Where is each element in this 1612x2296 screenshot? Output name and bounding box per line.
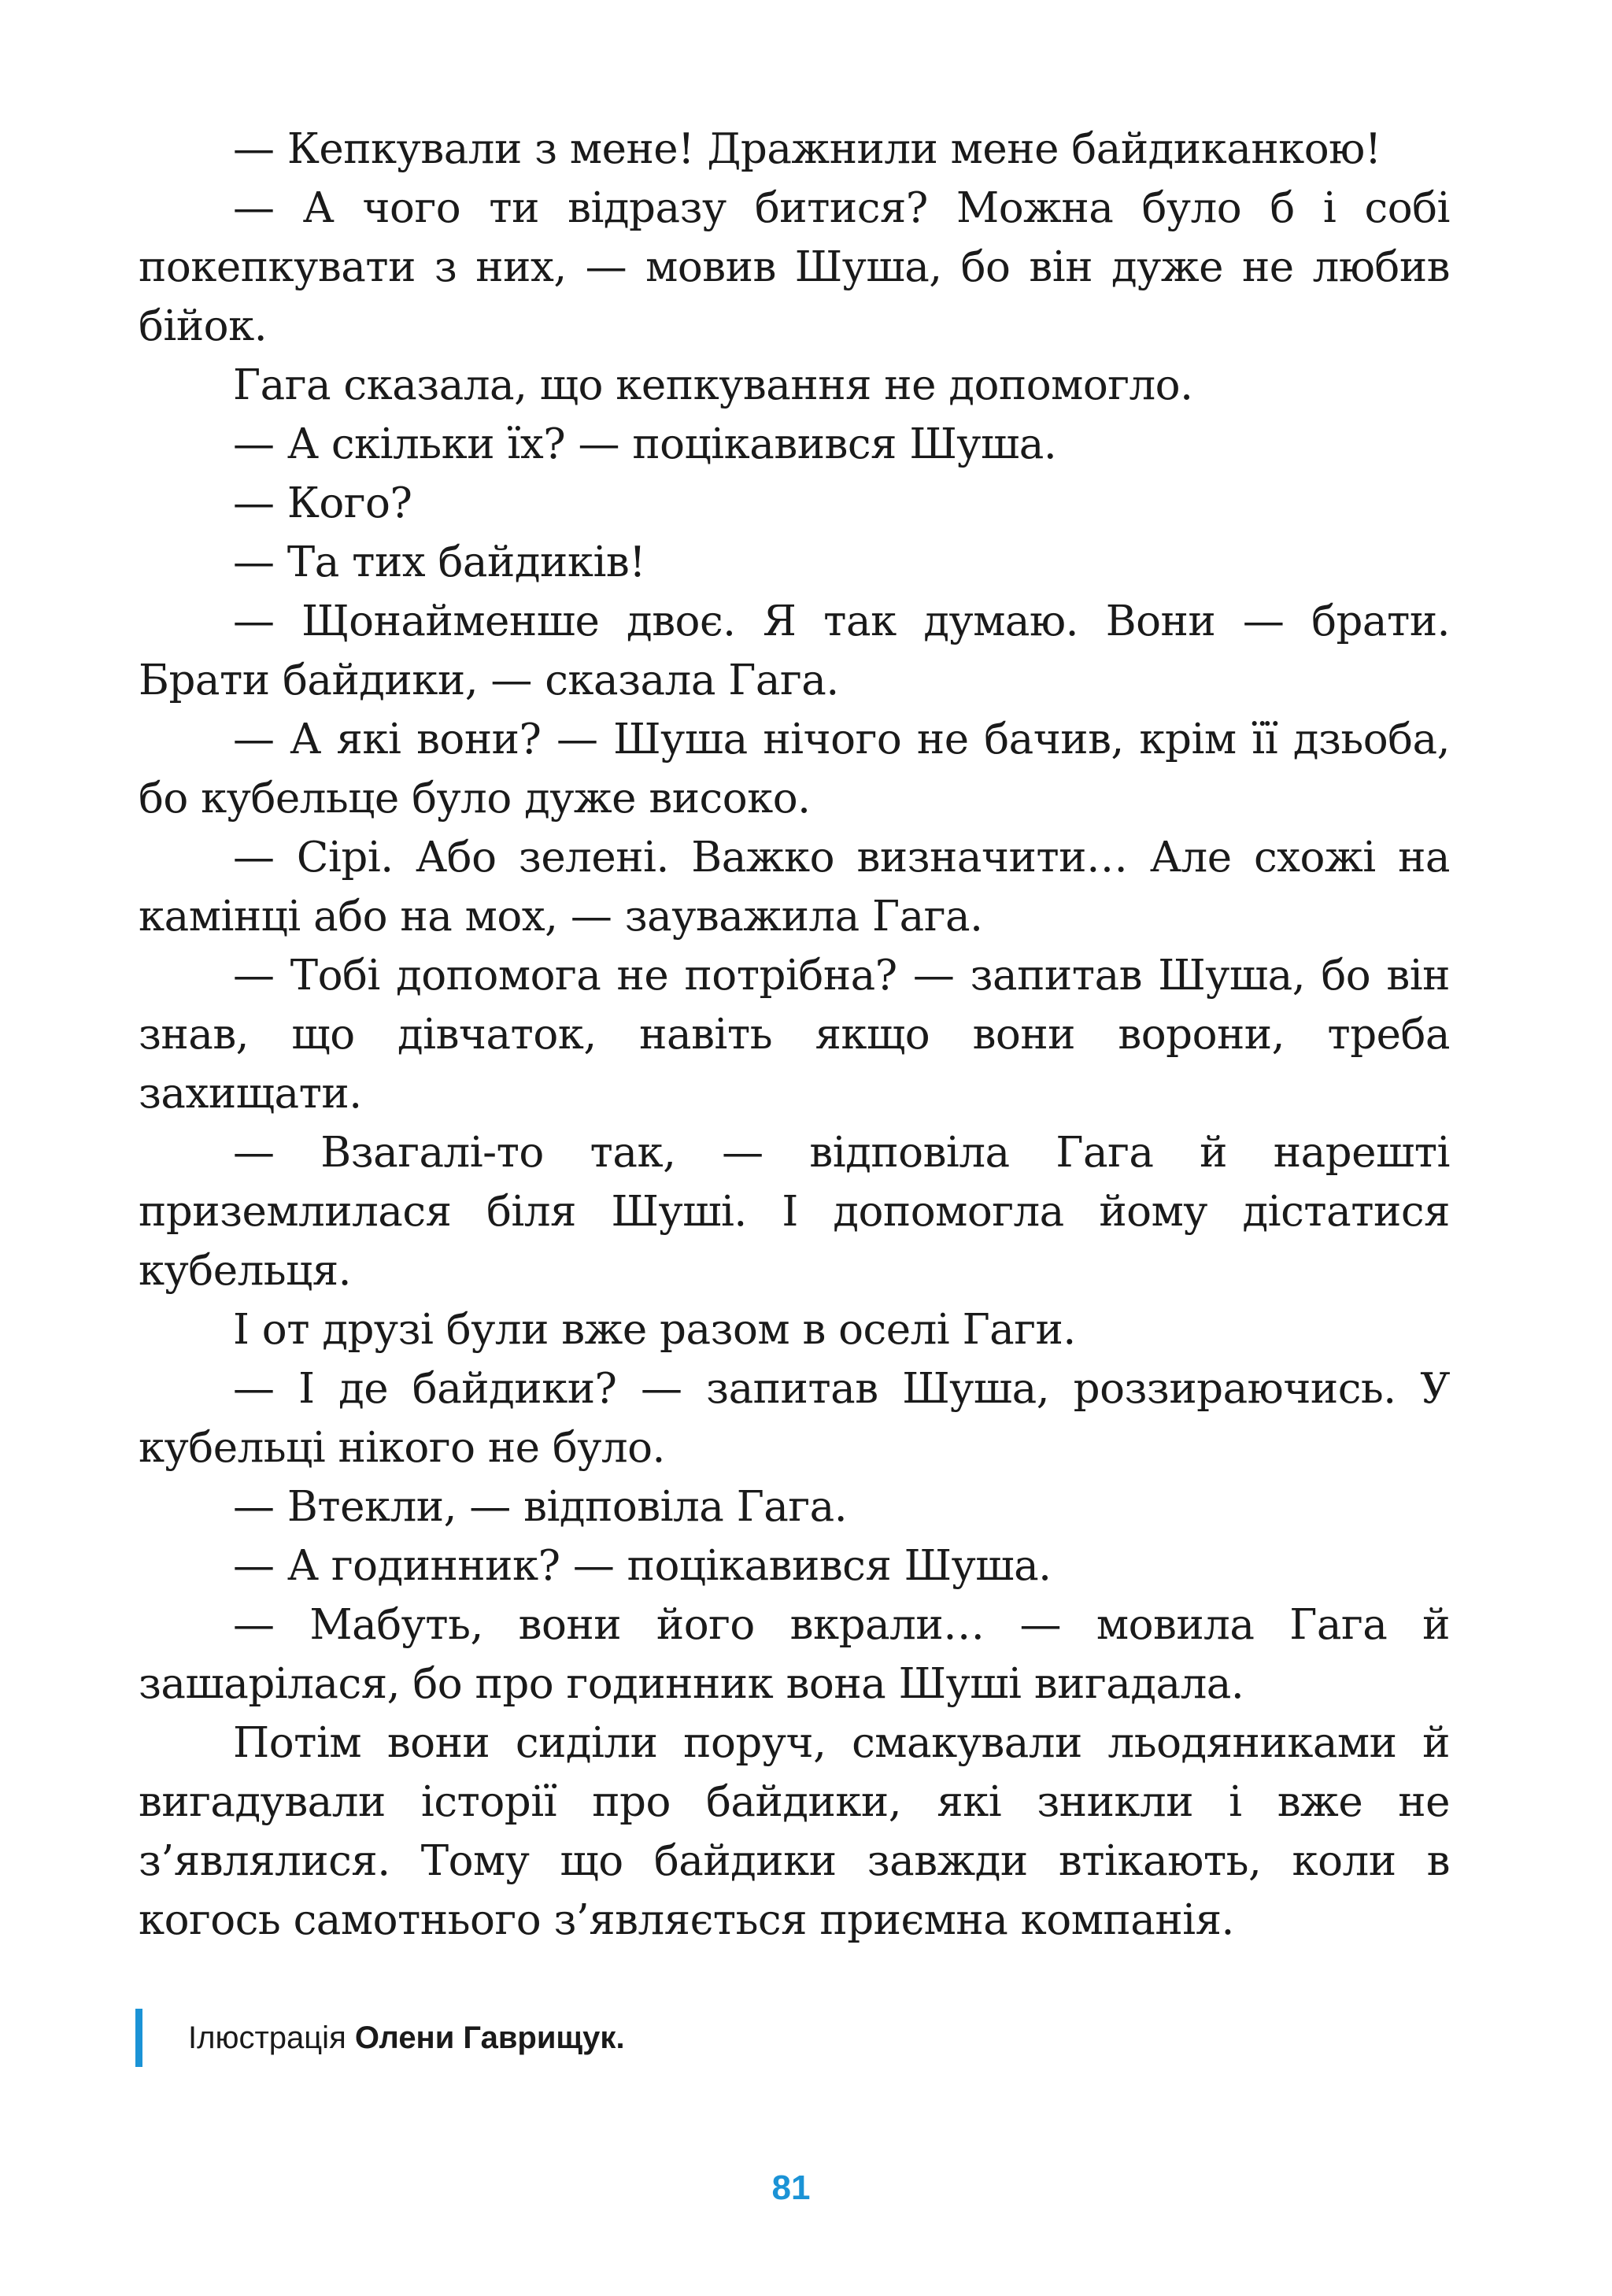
paragraph: — А годинник? — поцікавився Шуша. (233, 1542, 1052, 1590)
paragraph: — І де байдики? — запитав Шуша, роззираючись. У кубельці нікого не було. (139, 1365, 1450, 1472)
paragraph: — Тобі допомога не потрібна? — запитав Шуша, бо він знав, що дівчаток, навіть якщо вони ворони, треба захищати. (139, 952, 1450, 1118)
page-number: 81 (771, 2168, 811, 2207)
paragraph: — Кого? (233, 479, 412, 527)
illustration-credit (135, 2009, 625, 2067)
paragraph: — Кепкували з мене! Дражнили мене байдиканкою! (233, 125, 1381, 173)
paragraph: — Мабуть, вони його вкрали… — мовила Гага й зашарілася, бо про годинник вона Шуші вигадала. (139, 1601, 1450, 1708)
story-text (139, 120, 1450, 1950)
paragraph: — А скільки їх? — поцікавився Шуша. (233, 420, 1057, 468)
paragraph: І от друзі були вже разом в оселі Гаги. (233, 1306, 1076, 1354)
paragraph: — Втекли, — відповіла Гага. (233, 1483, 848, 1531)
paragraph: — Взагалі-то так, — відповіла Гага й нарешті приземлилася біля Шуші. І допомогла йому дістатися кубельця. (139, 1129, 1450, 1295)
paragraph: Потім вони сиділи поруч, смакували льодяниками й вигадували історії про байдики, які зникли і вже не з’являлися. Тому що байдики завжди втікають, коли в когось самотнього з’являється приємна компанія. (139, 1719, 1450, 1944)
credit-author: Олени Гаврищук. (354, 2020, 625, 2055)
credit-text (188, 2021, 625, 2056)
paragraph: — Щонайменше двоє. Я так думаю. Вони — брати. Брати байдики, — сказала Гага. (139, 597, 1450, 704)
paragraph: — А які вони? — Шуша нічого не бачив, крім її дзьоба, бо кубельце було дуже високо. (139, 715, 1450, 823)
paragraph: — Та тих байдиків! (233, 538, 646, 586)
paragraph: Гага сказала, що кепкування не допомогло. (233, 361, 1193, 409)
credit-prefix: Ілюстрація (188, 2020, 355, 2055)
credit-accent-bar (135, 2009, 142, 2067)
paragraph: — Сірі. Або зелені. Важко визначити… Але схожі на камінці або на мох, — зауважила Гага. (139, 834, 1450, 941)
paragraph: — А чого ти відразу битися? Можна було б і собі покепкувати з них, — мовив Шуша, бо він дуже не любив бійок. (139, 184, 1450, 350)
